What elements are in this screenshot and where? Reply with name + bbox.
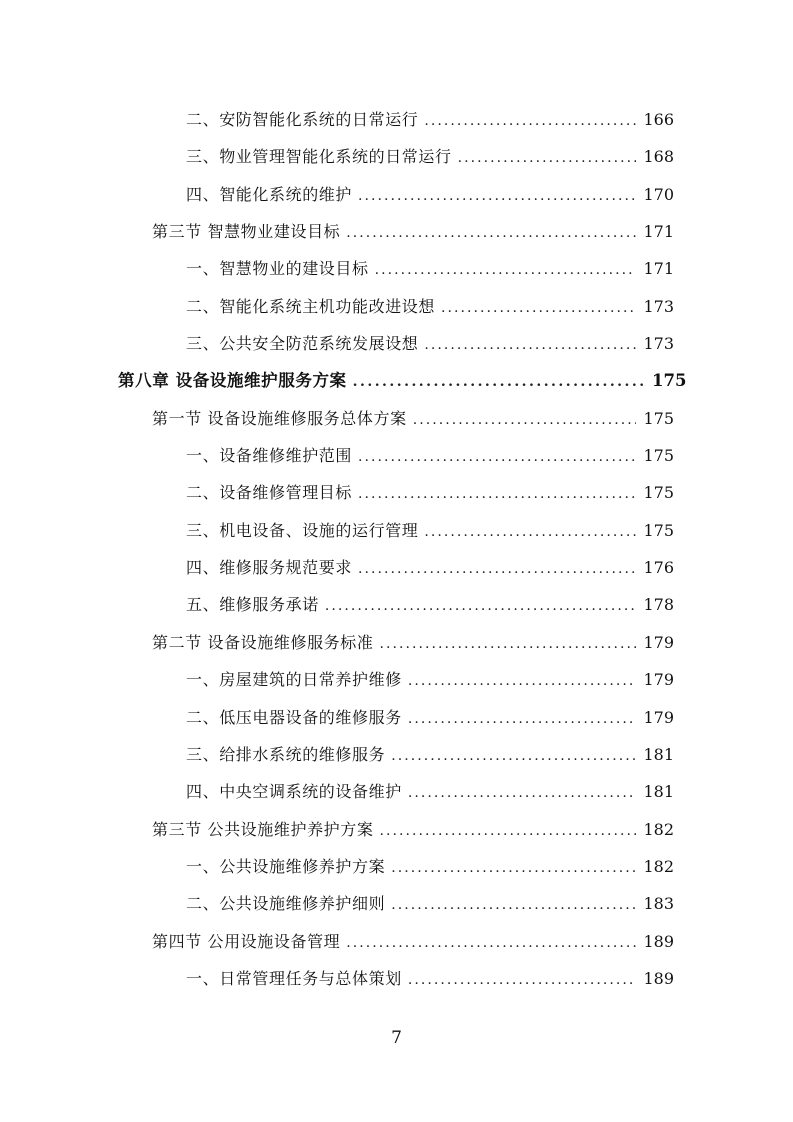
toc-entry-section[interactable] xyxy=(0,213,793,250)
toc-entry-label: 第一节 设备设施维修服务总体方案 xyxy=(152,408,407,428)
toc-entry-label: 第三节 公共设施维护养护方案 xyxy=(152,819,374,839)
toc-entry-label: 一、智慧物业的建设目标 xyxy=(186,259,369,279)
toc-entry-page: 175 xyxy=(643,520,674,540)
dot-leader xyxy=(424,327,636,364)
toc-entry-page: 175 xyxy=(643,408,674,428)
toc-entry-page: 168 xyxy=(643,147,674,167)
dot-leader xyxy=(325,588,636,625)
toc-entry-page: 175 xyxy=(643,483,674,503)
dot-leader xyxy=(408,775,636,812)
toc-entry-page: 166 xyxy=(643,110,674,129)
toc-entry-page: 171 xyxy=(643,259,674,279)
toc-entry-page: 173 xyxy=(643,334,674,354)
toc-entry-page: 179 xyxy=(643,632,674,652)
page-number: 7 xyxy=(391,1028,402,1048)
dot-leader xyxy=(358,551,636,588)
dot-leader xyxy=(358,178,636,215)
toc-entry-item[interactable] xyxy=(0,250,793,287)
toc-entry-section[interactable] xyxy=(0,923,793,960)
toc-entry-item[interactable] xyxy=(0,176,793,213)
dot-leader xyxy=(353,364,646,401)
dot-leader xyxy=(375,252,636,289)
dot-leader xyxy=(358,476,636,513)
toc-entry-label: 三、机电设备、设施的运行管理 xyxy=(186,520,419,540)
toc-entry-page: 175 xyxy=(643,446,674,466)
toc-entry-label: 五、维修服务承诺 xyxy=(186,595,319,615)
dot-leader xyxy=(408,663,636,700)
toc-entry-item[interactable] xyxy=(0,474,793,511)
toc-entry-page: 179 xyxy=(643,670,674,690)
toc-entry-label: 第二节 设备设施维修服务标准 xyxy=(152,632,374,652)
toc-entry-page: 173 xyxy=(643,296,674,316)
dot-leader xyxy=(346,925,636,962)
toc-entry-item[interactable] xyxy=(0,586,793,623)
toc-entry-section[interactable] xyxy=(0,811,793,848)
toc-entry-item[interactable] xyxy=(0,885,793,922)
toc-entry-label: 三、公共安全防范系统发展设想 xyxy=(186,334,419,354)
toc-entry-item[interactable] xyxy=(0,736,793,773)
dot-leader xyxy=(380,626,637,663)
dot-leader xyxy=(424,103,636,140)
toc-entry-label: 二、智能化系统主机功能改进设想 xyxy=(186,296,436,316)
toc-entry-label: 二、设备维修管理目标 xyxy=(186,483,353,503)
toc-entry-label: 三、物业管理智能化系统的日常运行 xyxy=(186,147,452,167)
toc-entry-page: 183 xyxy=(643,894,674,914)
toc-entry-item[interactable] xyxy=(0,773,793,810)
toc-entry-label: 第四节 公用设施设备管理 xyxy=(152,931,341,951)
dot-leader xyxy=(358,439,636,476)
toc-entry-label: 第三节 智慧物业建设目标 xyxy=(152,222,341,242)
toc-entry-label: 第八章 设备设施维护服务方案 xyxy=(118,371,347,391)
toc-entry-page: 171 xyxy=(643,222,674,242)
toc-entry-page: 181 xyxy=(643,744,674,764)
dot-leader xyxy=(408,962,636,999)
toc-entry-label: 二、公共设施维修养护细则 xyxy=(186,894,386,914)
toc-entry-page: 189 xyxy=(643,931,674,951)
dot-leader xyxy=(441,290,636,327)
toc-entry-page: 181 xyxy=(643,782,674,802)
toc-entry-page: 182 xyxy=(643,856,674,876)
toc-entry-label: 一、公共设施维修养护方案 xyxy=(186,856,386,876)
dot-leader xyxy=(408,701,636,738)
dot-leader xyxy=(380,813,637,850)
toc-entry-item[interactable] xyxy=(0,437,793,474)
toc-entry-label: 一、房屋建筑的日常养护维修 xyxy=(186,670,402,690)
dot-leader xyxy=(458,140,636,177)
toc-entry-page: 176 xyxy=(643,558,674,578)
toc-entry-label: 四、智能化系统的维护 xyxy=(186,184,353,204)
toc-entry-label: 四、中央空调系统的设备维护 xyxy=(186,782,402,802)
toc-entry-item[interactable] xyxy=(0,699,793,736)
toc-entry-page: 178 xyxy=(643,595,674,615)
toc-entry-page: 189 xyxy=(643,968,674,988)
toc-entry-page: 175 xyxy=(652,371,687,391)
toc-entry-item[interactable] xyxy=(0,960,793,997)
toc-entry-label: 一、日常管理任务与总体策划 xyxy=(186,968,402,988)
toc-entry-label: 三、给排水系统的维修服务 xyxy=(186,744,386,764)
dot-leader xyxy=(391,738,636,775)
toc-entry-item[interactable] xyxy=(0,549,793,586)
toc-entry-label: 二、低压电器设备的维修服务 xyxy=(186,707,402,727)
toc-entry-section[interactable] xyxy=(0,400,793,437)
table-of-contents xyxy=(0,101,793,997)
toc-entry-page: 170 xyxy=(643,184,674,204)
toc-entry-item[interactable] xyxy=(0,512,793,549)
toc-entry-item[interactable] xyxy=(0,101,793,138)
dot-leader xyxy=(424,514,636,551)
toc-entry-chapter[interactable] xyxy=(0,362,793,399)
toc-entry-item[interactable] xyxy=(0,138,793,175)
toc-entry-page: 179 xyxy=(643,707,674,727)
toc-entry-label: 一、设备维修维护范围 xyxy=(186,446,353,466)
dot-leader xyxy=(346,215,636,252)
dot-leader xyxy=(391,887,636,924)
toc-entry-item[interactable] xyxy=(0,325,793,362)
toc-entry-item[interactable] xyxy=(0,848,793,885)
dot-leader xyxy=(391,850,636,887)
toc-entry-item[interactable] xyxy=(0,661,793,698)
toc-entry-label: 四、维修服务规范要求 xyxy=(186,558,353,578)
toc-entry-page: 182 xyxy=(643,819,674,839)
toc-entry-item[interactable] xyxy=(0,288,793,325)
toc-entry-label: 二、安防智能化系统的日常运行 xyxy=(186,110,419,129)
dot-leader xyxy=(413,402,636,439)
toc-entry-section[interactable] xyxy=(0,624,793,661)
